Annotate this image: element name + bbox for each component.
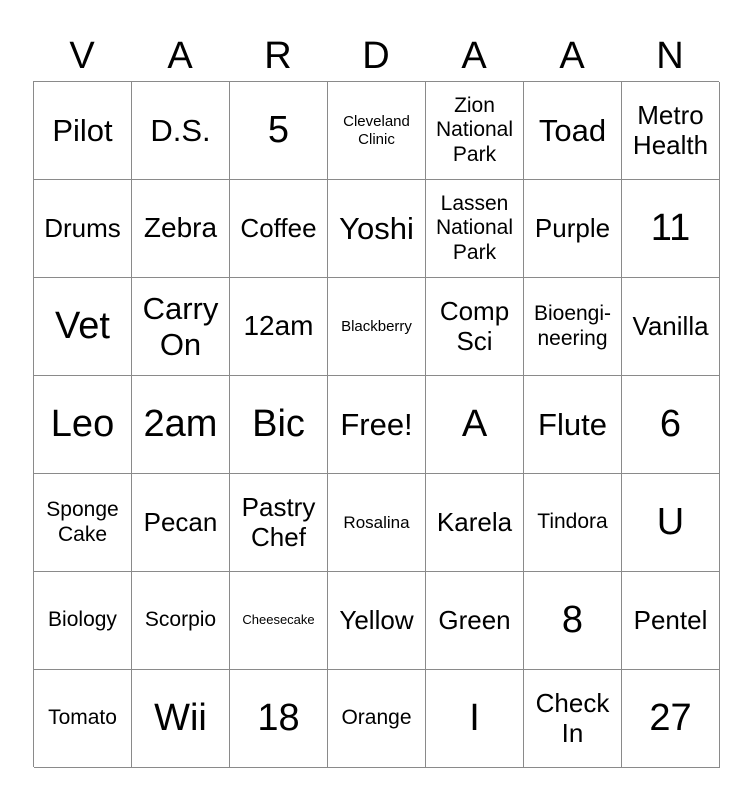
bingo-cell[interactable]: Zebra bbox=[132, 180, 230, 278]
bingo-cell[interactable]: Cheesecake bbox=[230, 572, 328, 670]
bingo-header bbox=[33, 30, 719, 82]
header-letter: N bbox=[656, 35, 684, 77]
bingo-cell[interactable]: 11 bbox=[622, 180, 720, 278]
bingo-cell[interactable]: Coffee bbox=[230, 180, 328, 278]
bingo-cell[interactable]: Pilot bbox=[34, 82, 132, 180]
bingo-cell[interactable]: Flute bbox=[524, 376, 622, 474]
bingo-cell[interactable]: Scorpio bbox=[132, 572, 230, 670]
header-letter: A bbox=[559, 35, 585, 77]
bingo-cell[interactable]: A bbox=[426, 376, 524, 474]
bingo-cell[interactable]: Drums bbox=[34, 180, 132, 278]
bingo-cell[interactable]: 5 bbox=[230, 82, 328, 180]
bingo-cell[interactable]: Cleveland Clinic bbox=[328, 82, 426, 180]
bingo-cell[interactable]: 27 bbox=[622, 670, 720, 768]
bingo-cell[interactable]: 8 bbox=[524, 572, 622, 670]
bingo-cell[interactable]: Yoshi bbox=[328, 180, 426, 278]
header-letter: D bbox=[362, 35, 390, 77]
bingo-cell[interactable]: I bbox=[426, 670, 524, 768]
bingo-cell[interactable]: Comp Sci bbox=[426, 278, 524, 376]
bingo-cell[interactable]: D.S. bbox=[132, 82, 230, 180]
bingo-cell[interactable]: Check In bbox=[524, 670, 622, 768]
bingo-cell[interactable]: Vet bbox=[34, 278, 132, 376]
bingo-cell[interactable]: Pentel bbox=[622, 572, 720, 670]
bingo-cell[interactable]: Metro Health bbox=[622, 82, 720, 180]
bingo-cell[interactable]: Green bbox=[426, 572, 524, 670]
bingo-cell[interactable]: 2am bbox=[132, 376, 230, 474]
bingo-cell[interactable]: Bioengi-neering bbox=[524, 278, 622, 376]
bingo-cell[interactable]: Zion National Park bbox=[426, 82, 524, 180]
header-letter: A bbox=[167, 35, 193, 77]
bingo-cell[interactable]: Rosalina bbox=[328, 474, 426, 572]
bingo-cell[interactable]: 18 bbox=[230, 670, 328, 768]
bingo-cell[interactable]: Yellow bbox=[328, 572, 426, 670]
bingo-cell[interactable]: Lassen National Park bbox=[426, 180, 524, 278]
bingo-cell[interactable]: Wii bbox=[132, 670, 230, 768]
bingo-cell[interactable]: Pecan bbox=[132, 474, 230, 572]
bingo-cell[interactable]: Vanilla bbox=[622, 278, 720, 376]
bingo-cell[interactable]: Carry On bbox=[132, 278, 230, 376]
bingo-cell[interactable]: Blackberry bbox=[328, 278, 426, 376]
bingo-cell[interactable]: Bic bbox=[230, 376, 328, 474]
bingo-cell[interactable]: Toad bbox=[524, 82, 622, 180]
header-letter: R bbox=[264, 35, 292, 77]
bingo-cell[interactable]: Tomato bbox=[34, 670, 132, 768]
bingo-cell[interactable]: Purple bbox=[524, 180, 622, 278]
bingo-cell[interactable]: Biology bbox=[34, 572, 132, 670]
bingo-cell free-space[interactable]: Free! bbox=[328, 376, 426, 474]
bingo-cell[interactable]: Sponge Cake bbox=[34, 474, 132, 572]
bingo-cell[interactable]: Orange bbox=[328, 670, 426, 768]
header-letter: V bbox=[69, 35, 95, 77]
bingo-cell[interactable]: Pastry Chef bbox=[230, 474, 328, 572]
bingo-grid bbox=[33, 81, 719, 767]
header-letter: A bbox=[461, 35, 487, 77]
bingo-cell[interactable]: Leo bbox=[34, 376, 132, 474]
bingo-cell[interactable]: U bbox=[622, 474, 720, 572]
bingo-cell[interactable]: 12am bbox=[230, 278, 328, 376]
bingo-cell[interactable]: Tindora bbox=[524, 474, 622, 572]
bingo-cell[interactable]: 6 bbox=[622, 376, 720, 474]
bingo-cell[interactable]: Karela bbox=[426, 474, 524, 572]
